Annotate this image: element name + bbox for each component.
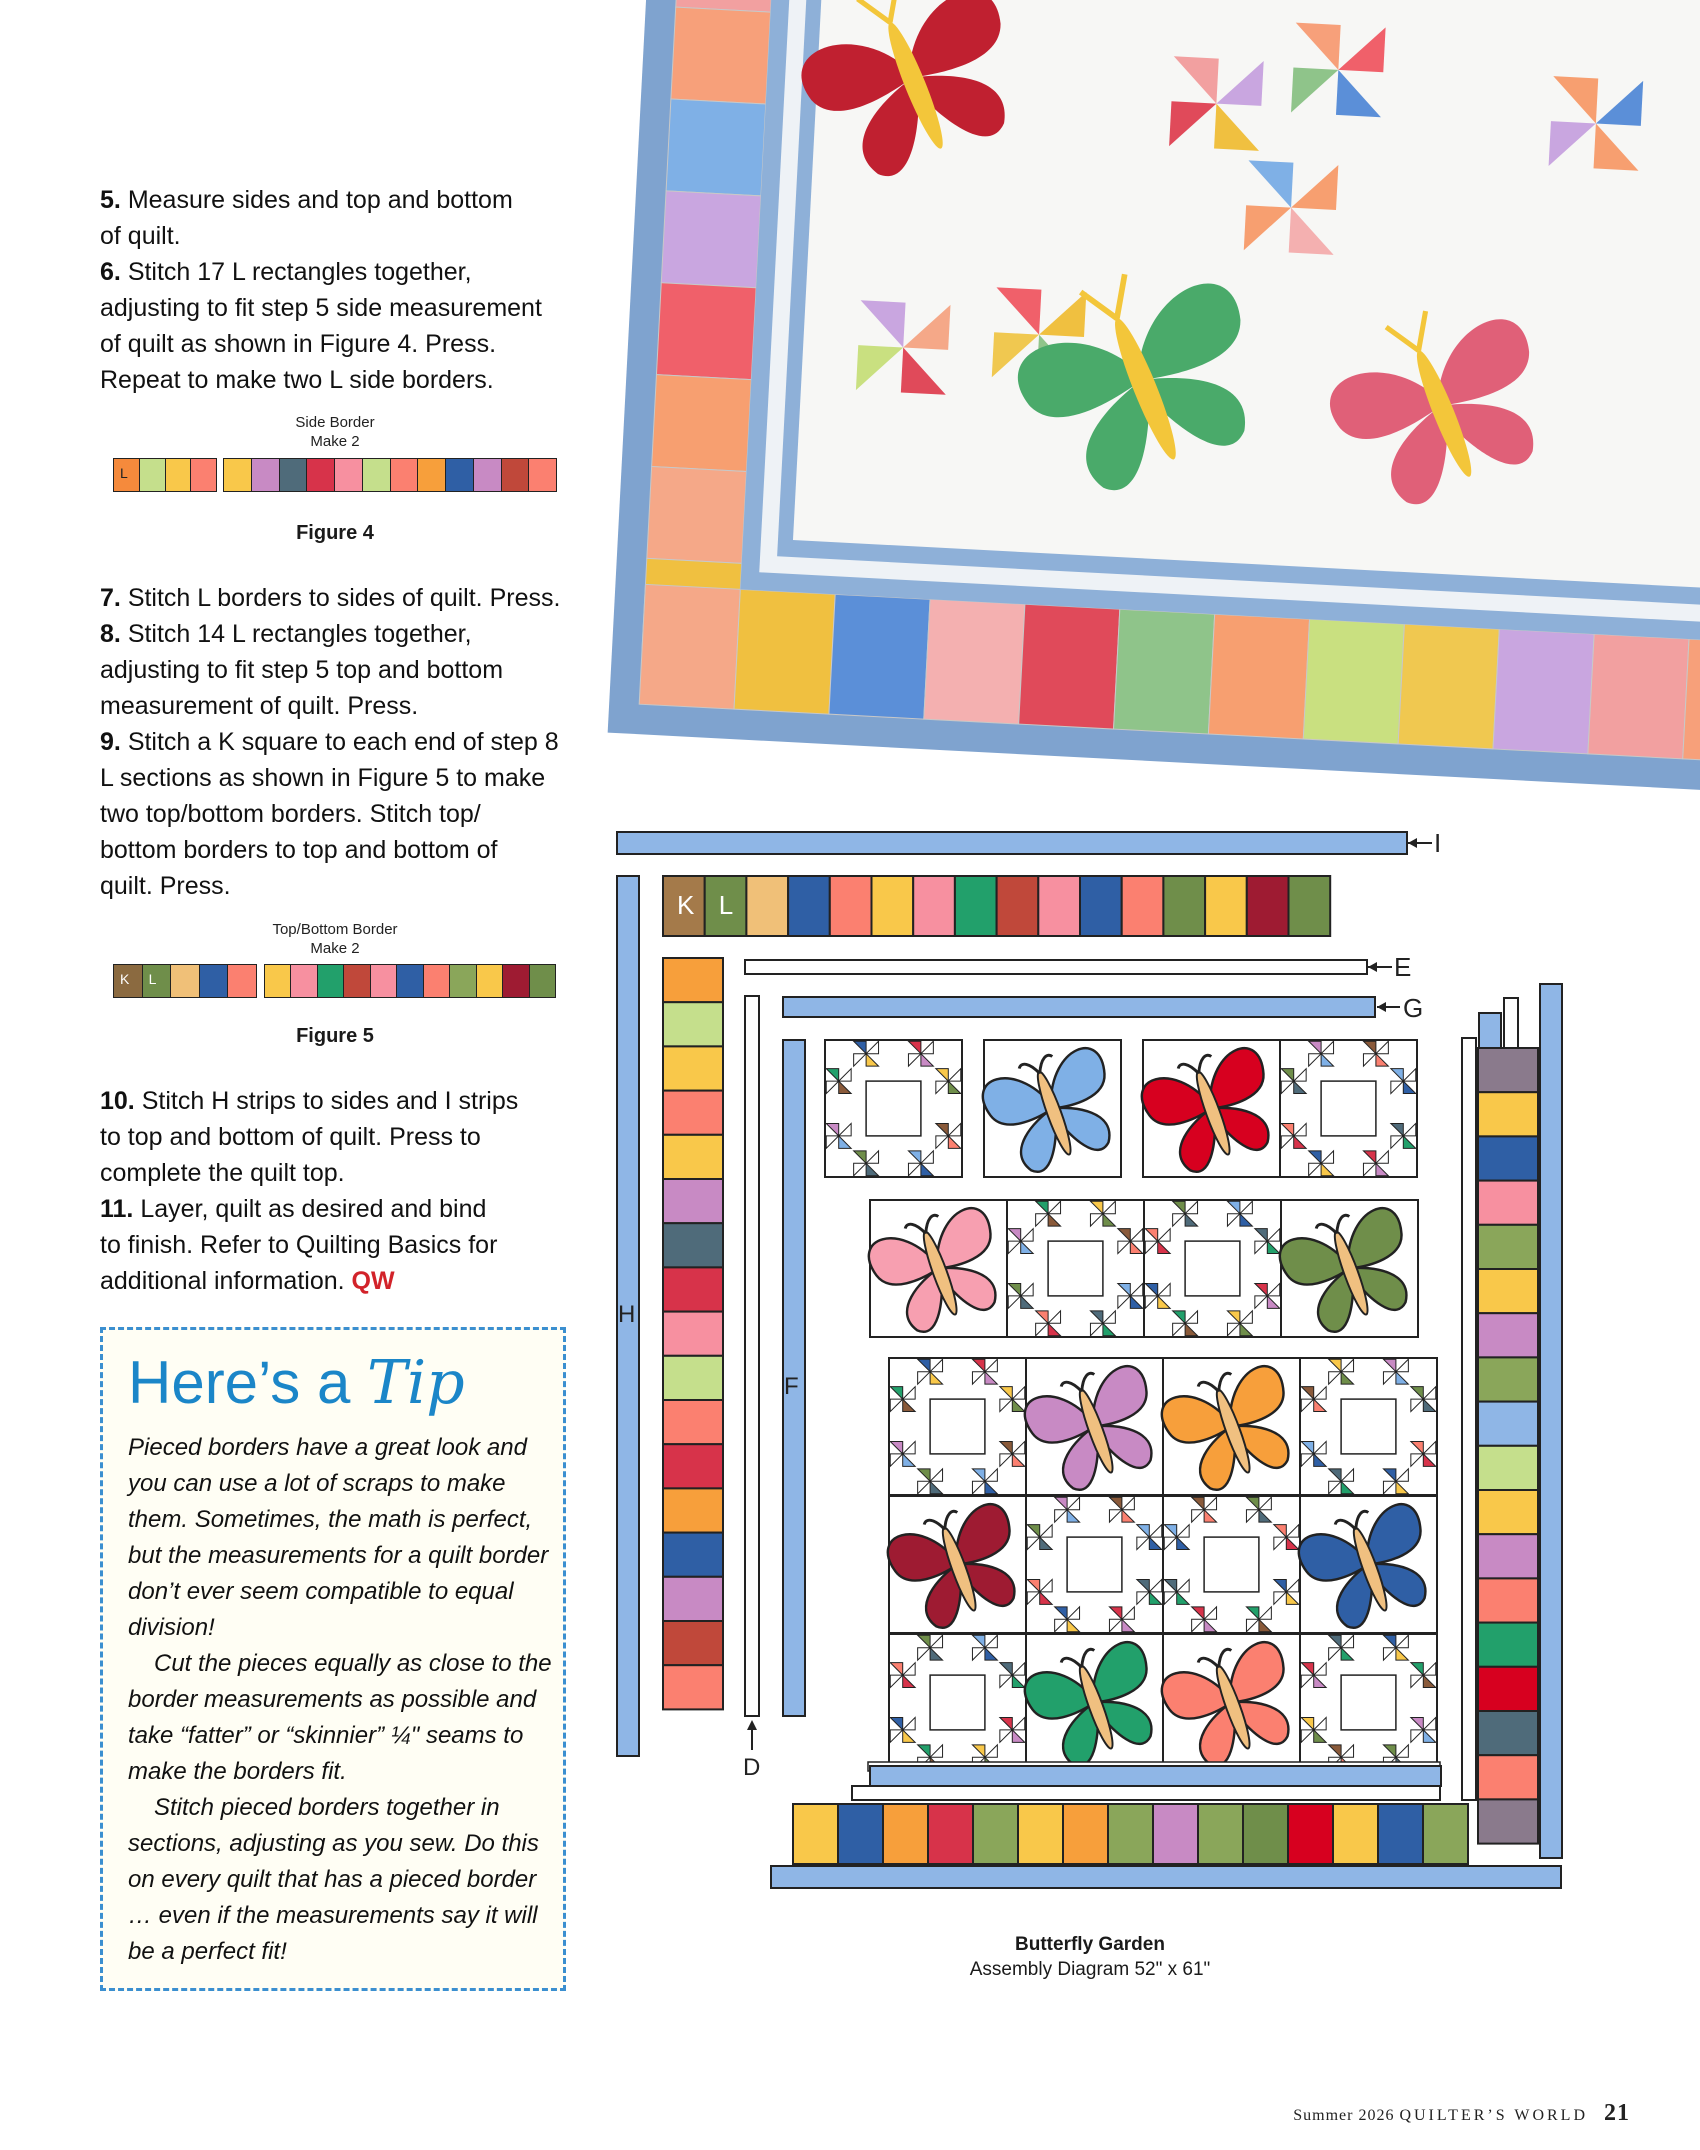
diagram-caption: Butterfly Garden Assembly Diagram 52" x 61" [969,1934,1211,1980]
label-k: K [677,890,695,920]
l-rect [418,459,446,491]
border-fabric [647,467,747,564]
right-border-piece [1478,1092,1538,1136]
l-rect-labeled: L [114,459,140,491]
label-h: H [618,1301,636,1328]
border-fabric [734,589,835,714]
border-fabric [639,584,740,709]
step-10: 10. Stitch H strips to sides and I strips to top and bottom of quilt. Press to complete the quilt top. [100,1087,519,1187]
bottom-border-piece [1333,1804,1378,1864]
right-border-piece [1478,1181,1538,1225]
left-border-piece [663,1091,723,1135]
l-rect [397,965,423,997]
l-rect [344,965,370,997]
arrow-head [747,1720,757,1730]
top-border-piece [1163,876,1205,936]
arrow-head [1408,838,1417,848]
qw-end-mark: QW [351,1267,395,1295]
l-rect [502,459,530,491]
bottom-border-piece [1153,1804,1198,1864]
right-border-piece [1478,1225,1538,1269]
l-rect [477,965,503,997]
bottom-border-piece [973,1804,1018,1864]
l-rect [280,459,308,491]
l-rect [140,459,166,491]
l-rect [363,459,391,491]
bottom-border-piece [1378,1804,1423,1864]
strip-i-bottom [771,1866,1561,1888]
top-border-piece [1080,876,1122,936]
right-border-piece [1478,1799,1538,1843]
l-rect [318,965,344,997]
left-border-piece [663,1621,723,1665]
left-border-piece [663,1267,723,1311]
strip-e [745,960,1367,974]
bottom-border-piece [1198,1804,1243,1864]
left-border-piece [663,1356,723,1400]
border-fabric [1019,604,1120,729]
border-fabric [1208,614,1309,739]
assembly-diagram [600,820,1600,1900]
strip-e-bottom-2 [852,1786,1440,1800]
left-border-piece [663,1312,723,1356]
l-rect [166,459,192,491]
strip-i [617,832,1407,854]
right-border-piece [1478,1623,1538,1667]
border-fabric [1398,624,1499,749]
l-rect [450,965,476,997]
k-square: K [114,965,143,997]
figure5-strip-small [113,964,257,998]
strip-g-bottom [870,1766,1441,1786]
right-border-piece [1478,1578,1538,1622]
left-border-piece [663,1046,723,1090]
l-rect [503,965,529,997]
l-rect [529,459,556,491]
top-border-piece [872,876,914,936]
left-border-piece [663,1577,723,1621]
figure5-strip-large [264,964,556,998]
right-border-piece [1478,1667,1538,1711]
top-border-piece [1205,876,1247,936]
right-border-piece [1478,1755,1538,1799]
bottom-border-piece [1063,1804,1108,1864]
strip-h-right [1540,984,1562,1858]
instructions-mid [100,580,580,904]
left-border-piece [663,1223,723,1267]
figure5-caption: Figure 5 [296,1025,374,1047]
bottom-border-piece [1243,1804,1288,1864]
l-rect: L [143,965,172,997]
right-border-piece [1478,1269,1538,1313]
step-8: 8. Stitch 14 L rectangles together, adjusting to fit step 5 top and bottom measurement of quilt. Press. [100,620,504,720]
l-rect [530,965,555,997]
bottom-border-piece [1018,1804,1063,1864]
step-7: 7. Stitch L borders to sides of quilt. Press. [100,584,561,612]
left-border-piece [663,1002,723,1046]
border-fabric [1493,629,1594,754]
block-center [1321,1081,1376,1136]
figure4-strip-small [113,458,217,492]
l-rect [446,459,474,491]
top-border-piece [955,876,997,936]
top-border-piece [1289,876,1331,936]
top-border-piece [788,876,830,936]
figure5-title: Top/Bottom Border Make 2 [272,921,398,957]
bottom-border-piece [1108,1804,1153,1864]
left-border-piece [663,1488,723,1532]
l-rect [391,459,419,491]
l-rect [265,965,291,997]
left-border-piece [663,1533,723,1577]
top-border-piece [1038,876,1080,936]
block-center [1341,1399,1396,1454]
block-center [1341,1675,1396,1730]
page-footer: Summer 2026 QUILTER’S WORLD 21 [1293,2100,1630,2126]
border-fabric [666,99,766,196]
border-fabric [829,594,930,719]
top-border-piece [1122,876,1164,936]
right-border-piece [1478,1357,1538,1401]
block-center [1204,1537,1259,1592]
block-center [1185,1241,1240,1296]
strip-d [745,996,759,1716]
figure4-title: Side Border Make 2 [295,414,375,450]
label-i: I [1434,828,1442,858]
block-center [1048,1241,1103,1296]
tip-title: Here’s a Tip [128,1348,465,1418]
step-9: 9. Stitch a K square to each end of step 8 L sections as shown in Figure 5 to make two top/bottom borders. Stitch top/ bottom borders to top and bottom of quilt. Press. [100,728,559,900]
l-rect [200,965,229,997]
right-border-piece [1478,1402,1538,1446]
top-border-piece [997,876,1039,936]
label-l: L [718,890,734,920]
top-border-piece [913,876,955,936]
border-fabric [652,375,752,472]
bottom-border-piece [928,1804,973,1864]
block-center [930,1675,985,1730]
l-rect [474,459,502,491]
right-border-piece [1478,1446,1538,1490]
right-border-piece [1478,1534,1538,1578]
top-border-piece [830,876,872,936]
tip-text: Pieced borders have a great look and you can use a lot of scraps to make them. Sometimes, the math is perfect, but the measurements for a quilt border don’t ever seem compatible to equal division! Cut the pieces equally as close to the border measurements as possible and take “fatter” or “skinnier” ¼" seams to make the borders fit. Stitch pieced borders together in sections, adjusting as you sew. Do this on every quilt that has a pieced border … even if the measurements say it will be a perfect fit! [128,1434,552,1965]
border-fabric [671,7,771,104]
arrow-head [1377,1002,1386,1012]
label-g: G [1403,993,1424,1023]
tip-box [100,1327,566,1991]
left-border-piece [663,1665,723,1709]
bottom-border-piece [793,1804,838,1864]
strip-g [783,997,1375,1017]
step-5: 5. Measure sides and top and bottom of quilt. [100,186,513,250]
step-6: 6. Stitch 17 L rectangles together, adjusting to fit step 5 side measurement of quilt as shown in Figure 4. Press. Repeat to make two L side borders. [100,258,542,394]
left-border-piece [663,958,723,1002]
border-fabric [1303,619,1404,744]
l-rect [371,965,397,997]
l-rect [224,459,252,491]
left-border-piece [663,1400,723,1444]
instructions-top [100,182,580,398]
quilt-photo [580,0,1700,830]
bottom-border-piece [883,1804,928,1864]
bottom-border-piece [838,1804,883,1864]
l-rect [307,459,335,491]
l-rect [424,965,450,997]
step-11: 11. Layer, quilt as desired and bind to finish. Refer to Quilting Basics for additional information. QW [100,1195,498,1295]
right-border-piece [1478,1136,1538,1180]
border-fabric [656,283,756,380]
left-border-piece [663,1444,723,1488]
block-center [930,1399,985,1454]
right-border-piece [1478,1313,1538,1357]
border-fabric [1114,609,1215,734]
right-border-piece [1478,1490,1538,1534]
left-border-piece [663,1135,723,1179]
figure4-strip-large [223,458,557,492]
arrow-head [1368,962,1377,972]
l-rect [291,965,317,997]
border-fabric [924,599,1025,724]
right-border-piece [1478,1048,1538,1092]
top-border-piece [1247,876,1289,936]
l-rect [171,965,200,997]
strip-e-right [1462,1038,1476,1800]
label-f: F [784,1373,799,1400]
top-border-piece [746,876,788,936]
block-center [866,1081,921,1136]
l-rect [252,459,280,491]
instructions-bottom [100,1083,580,1299]
border-fabric [661,191,761,288]
block-center [1067,1537,1122,1592]
figure4-caption: Figure 4 [296,522,374,544]
label-d: D [743,1754,761,1781]
border-fabric [1588,634,1689,759]
bottom-border-piece [1423,1804,1468,1864]
l-rect [228,965,256,997]
bottom-border-piece [1288,1804,1333,1864]
label-e: E [1394,952,1412,982]
left-border-piece [663,1179,723,1223]
l-rect [335,459,363,491]
right-border-piece [1478,1711,1538,1755]
l-rect [191,459,216,491]
